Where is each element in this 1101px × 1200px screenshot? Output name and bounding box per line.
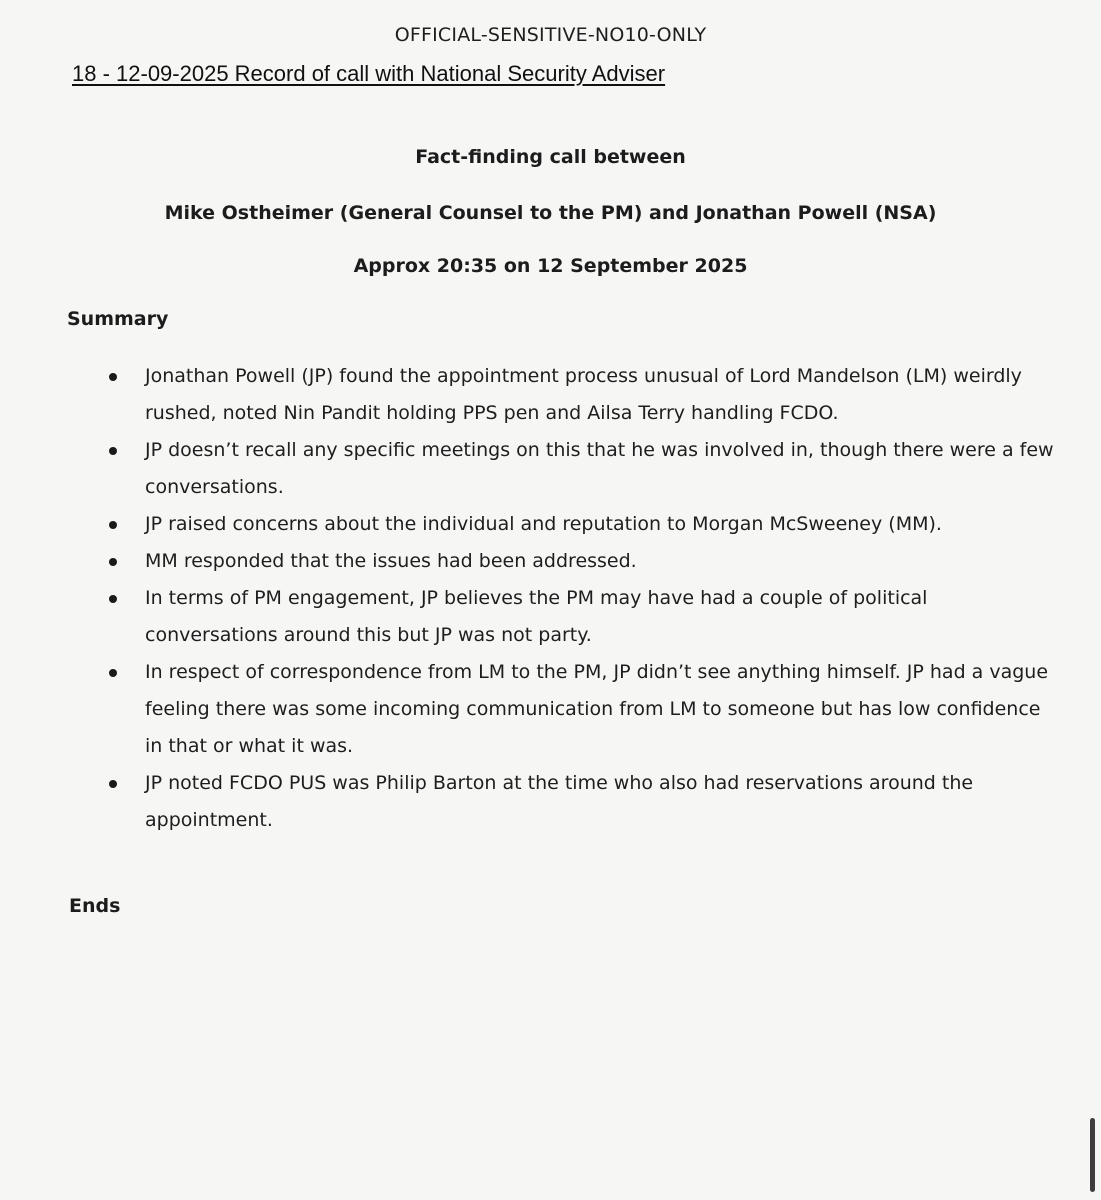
bullet-icon [109, 780, 117, 788]
bullet-icon [109, 373, 117, 381]
summary-item-text: In respect of correspondence from LM to the PM, JP didn’t see anything himself. JP had a vague feeling there was some incoming communication from LM to someone but has low confidence in that or what it was. [145, 661, 1049, 757]
classification-marking: OFFICIAL-SENSITIVE-NO10-ONLY [394, 24, 707, 46]
summary-item-text: JP noted FCDO PUS was Philip Barton at the time who also had reservations around the appointment. [145, 772, 974, 831]
bullet-icon [109, 447, 117, 455]
heading-call-type: Fact-finding call between [415, 146, 686, 168]
summary-item [103, 580, 1063, 654]
summary-item [103, 506, 1063, 543]
summary-item [103, 543, 1063, 580]
bullet-icon [109, 521, 117, 529]
summary-item [103, 765, 1063, 839]
bullet-icon [109, 669, 117, 677]
summary-item-text: MM responded that the issues had been addressed. [145, 550, 637, 572]
bullet-icon [109, 558, 117, 566]
summary-item [103, 432, 1063, 506]
heading-participants: Mike Ostheimer (General Counsel to the PM) and Jonathan Powell (NSA) [164, 202, 937, 224]
summary-list [103, 358, 1063, 839]
summary-item-text: In terms of PM engagement, JP believes the PM may have had a couple of political conversations around this but JP was not party. [145, 587, 928, 646]
bullet-icon [109, 595, 117, 603]
heading-time: Approx 20:35 on 12 September 2025 [353, 255, 748, 277]
summary-item-text: JP doesn’t recall any specific meetings on this that he was involved in, though there were a few conversations. [145, 439, 1054, 498]
record-title: 18 - 12-09-2025 Record of call with National Security Adviser [72, 61, 666, 86]
summary-item-text: JP raised concerns about the individual and reputation to Morgan McSweeney (MM). [145, 513, 942, 535]
ends-marker: Ends [69, 895, 121, 917]
summary-item [103, 654, 1063, 765]
summary-item-text: Jonathan Powell (JP) found the appointment process unusual of Lord Mandelson (LM) weirdly rushed, noted Nin Pandit holding PPS pen and Ailsa Terry handling FCDO. [145, 365, 1022, 424]
scrollbar-handle[interactable] [1090, 1118, 1095, 1192]
summary-heading: Summary [67, 308, 169, 330]
summary-item [103, 358, 1063, 432]
